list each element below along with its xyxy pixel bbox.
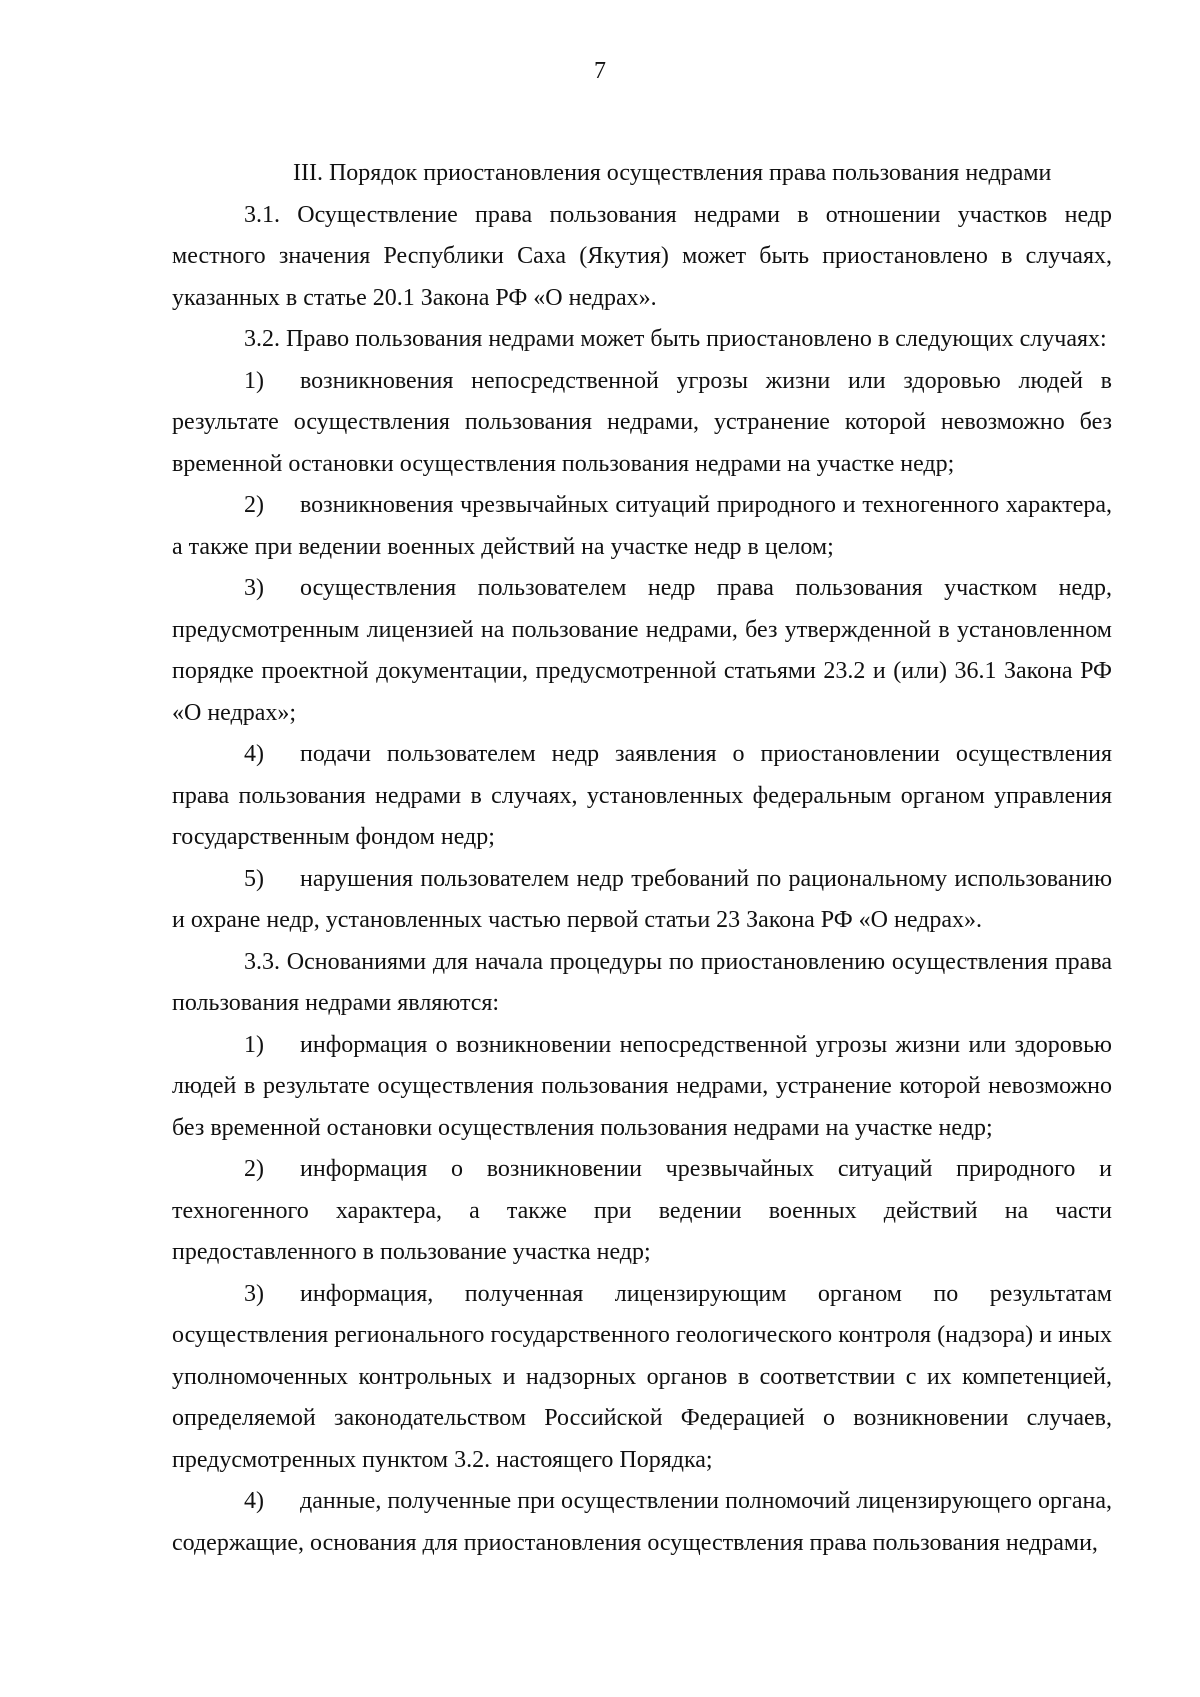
list-item <box>172 1149 1112 1274</box>
paragraph-3-1: 3.1. Осуществление права пользования недрами в отношении участков недр местного значения Республики Саха (Якутия) может быть приостановлено в случаях, указанных в статье 20.1 Закона РФ «О недрах». <box>172 201 1112 311</box>
list-item-text: нарушения пользователем недр требований по рациональному использованию и охране недр, установленных частью первой статьи 23 Закона РФ «О недрах». <box>172 865 1112 933</box>
list-item-number: 1) <box>244 1031 264 1058</box>
list-item-number: 3) <box>244 575 264 601</box>
list-item-text: осуществления пользователем недр права пользования участком недр, предусмотренным лицензией на пользование недрами, без утвержденной в установленном порядке проектной документации, предусмотренной статьями 23.2 и (или) 36.1 Закона РФ «О недрах»; <box>172 575 1112 726</box>
list-item <box>172 1481 1112 1564</box>
list-item <box>172 1025 1112 1150</box>
list-item-number: 4) <box>244 1488 264 1514</box>
paragraph-3-2: 3.2. Право пользования недрами может быть приостановлено в следующих случаях: <box>244 326 1107 352</box>
paragraph-3-3: 3.3. Основаниями для начала процедуры по приостановлению осуществления права пользования недрами являются: <box>172 948 1112 1016</box>
list-item-number: 4) <box>244 741 264 767</box>
list-item-number: 3) <box>244 1280 264 1307</box>
list-item-number: 5) <box>244 865 264 892</box>
list-item <box>172 568 1112 734</box>
section-heading: III. Порядок приостановления осуществления права пользования недрами <box>293 160 1052 186</box>
document-body <box>172 153 1112 1564</box>
list-item-text: возникновения чрезвычайных ситуаций природного и техногенного характера, а также при ведении военных действий на участке недр в целом; <box>172 492 1112 560</box>
list-item-number: 2) <box>244 492 264 518</box>
list-item <box>172 485 1112 568</box>
list-item-text: данные, полученные при осуществлении полномочий лицензирующего органа, содержащие, основания для приостановления осуществления права пользования недрами, <box>172 1488 1112 1556</box>
list-item <box>172 859 1112 942</box>
list-item-text: возникновения непосредственной угрозы жизни или здоровью людей в результате осуществления пользования недрами, устранение которой невозможно без временной остановки осуществления пользования недрами на участке недр; <box>172 367 1112 477</box>
page-number: 7 <box>594 58 606 84</box>
list-item-text: информация о возникновении чрезвычайных ситуаций природного и техногенного характера, а также при ведении военных действий на части предоставленного в пользование участка недр; <box>172 1156 1112 1265</box>
list-item <box>172 361 1112 486</box>
list-item-text: информация о возникновении непосредственной угрозы жизни или здоровью людей в результате осуществления пользования недрами, устранение которой невозможно без временной остановки осуществления пользования недрами на участке недр; <box>172 1031 1112 1141</box>
list-item-text: информация, полученная лицензирующим органом по результатам осуществления регионального государственного геологического контроля (надзора) и иных уполномоченных контрольных и надзорных органов в соответствии с их компетенцией, определяемой законодательством Российской Федерацией о возникновении случаев, предусмотренных пунктом 3.2. настоящего Порядка; <box>172 1280 1112 1473</box>
list-item <box>172 1274 1112 1482</box>
list-item-text: подачи пользователем недр заявления о приостановлении осуществления права пользования недрами в случаях, установленных федеральным органом управления государственным фондом недр; <box>172 741 1112 850</box>
list-item-number: 2) <box>244 1156 264 1182</box>
list-item-number: 1) <box>244 367 264 394</box>
list-item <box>172 734 1112 859</box>
